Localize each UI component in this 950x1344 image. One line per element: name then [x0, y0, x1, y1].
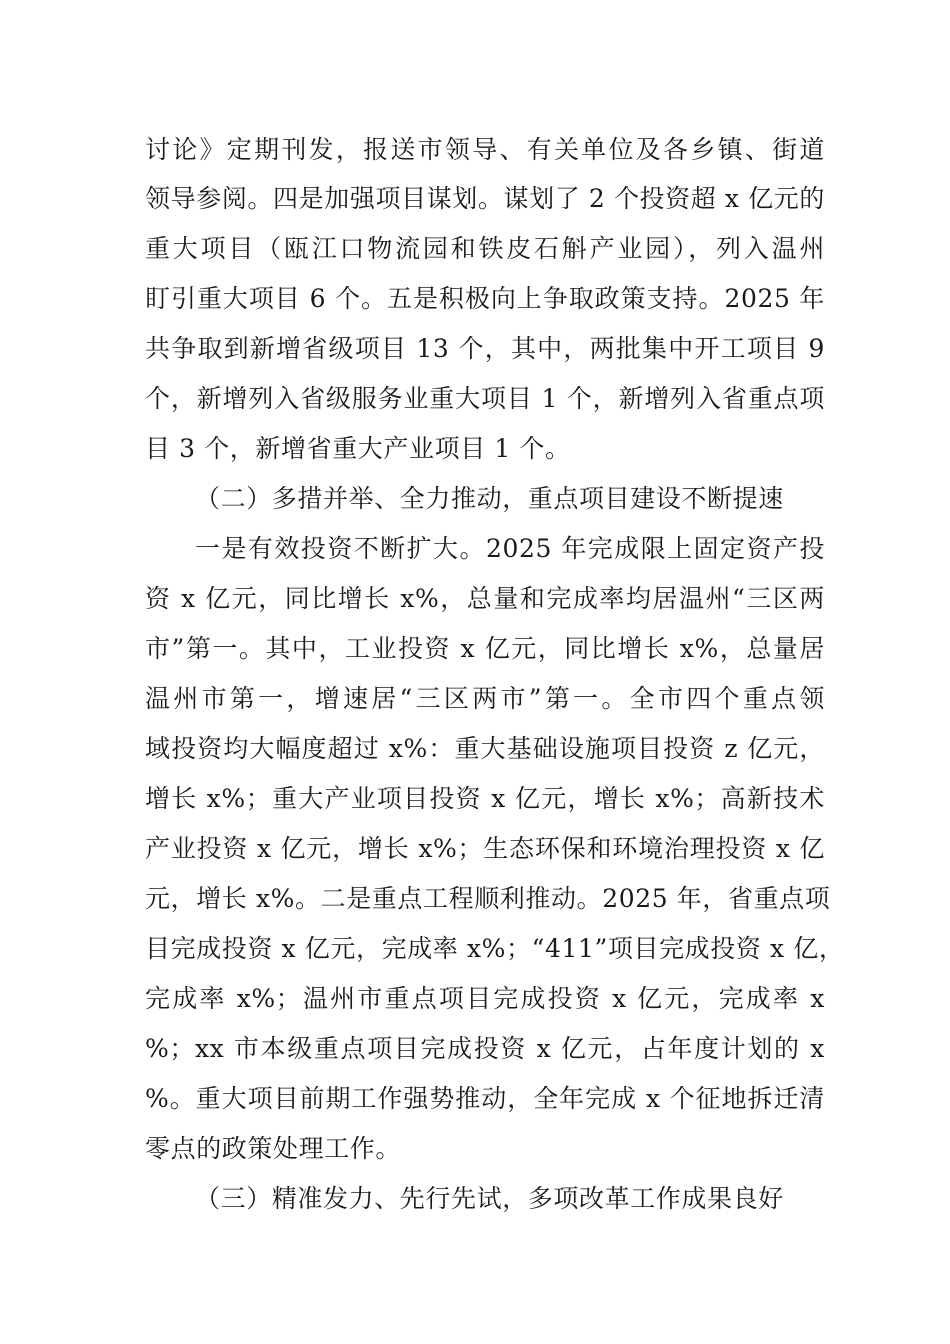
paragraph-line: 域投资均大幅度超过 x%：重大基础设施项目投资 z 亿元， — [145, 734, 825, 763]
paragraph-line: 个，新增列入省级服务业重大项目 1 个，新增列入省重点项 — [145, 384, 825, 413]
paragraph-line: 讨论》定期刊发，报送市领导、有关单位及各乡镇、街道 — [145, 135, 825, 164]
section-heading: （二）多措并举、全力推动，重点项目建设不断提速 — [195, 484, 784, 513]
paragraph-line: 产业投资 x 亿元，增长 x%；生态环保和环境治理投资 x 亿 — [145, 834, 825, 863]
paragraph-line: %；xx 市本级重点项目完成投资 x 亿元，占年度计划的 x — [145, 1034, 825, 1063]
paragraph-line: 完成率 x%；温州市重点项目完成投资 x 亿元，完成率 x — [145, 984, 825, 1013]
paragraph-line: 零点的政策处理工作。 — [145, 1134, 402, 1163]
paragraph-line: 盯引重大项目 6 个。五是积极向上争取政策支持。2025 年 — [145, 284, 825, 313]
paragraph-line: 元，增长 x%。二是重点工程顺利推动。2025 年，省重点项 — [145, 884, 831, 913]
paragraph-line: 目 3 个，新增省重大产业项目 1 个。 — [145, 434, 571, 463]
paragraph-line: %。重大项目前期工作强势推动，全年完成 x 个征地拆迁清 — [145, 1084, 825, 1113]
paragraph-line: 温州市第一，增速居“三区两市”第一。全市四个重点领 — [145, 684, 825, 713]
paragraph-line: 增长 x%；重大产业项目投资 x 亿元，增长 x%；高新技术 — [145, 784, 825, 813]
paragraph-line: 资 x 亿元，同比增长 x%，总量和完成率均居温州“三区两 — [145, 584, 825, 613]
paragraph-line: 目完成投资 x 亿元，完成率 x%；“411”项目完成投资 x 亿， — [145, 934, 845, 963]
paragraph-line: 一是有效投资不断扩大。2025 年完成限上固定资产投 — [195, 534, 825, 563]
paragraph-line: 共争取到新增省级项目 13 个，其中，两批集中开工项目 9 — [145, 334, 825, 363]
paragraph-line: 领导参阅。四是加强项目谋划。谋划了 2 个投资超 x 亿元的 — [145, 184, 825, 213]
paragraph-line: 市”第一。其中，工业投资 x 亿元，同比增长 x%，总量居 — [145, 634, 825, 663]
paragraph-line: 重大项目（瓯江口物流园和铁皮石斛产业园），列入温州 — [145, 234, 825, 263]
section-heading: （三）精准发力、先行先试，多项改革工作成果良好 — [195, 1184, 784, 1213]
